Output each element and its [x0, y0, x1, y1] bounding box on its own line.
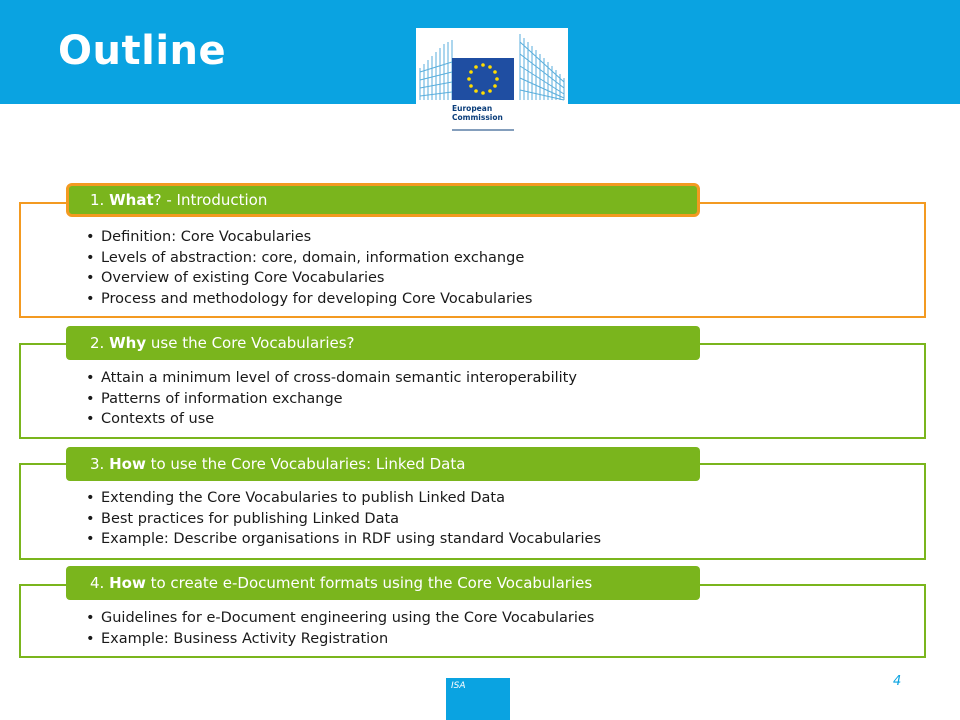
section-title-rest: ? - Introduction [153, 191, 268, 209]
section-title-rest: to create e-Document formats using the Core Vocabularies [145, 574, 593, 592]
list-item: • Patterns of information exchange [86, 389, 577, 410]
list-item: • Overview of existing Core Vocabularies [86, 268, 532, 289]
section-number: 4. [90, 574, 105, 592]
section-keyword: How [109, 455, 146, 473]
european-commission-logo [416, 28, 568, 138]
section-keyword: Why [109, 334, 147, 352]
list-item: • Guidelines for e-Document engineering using the Core Vocabularies [86, 608, 594, 629]
bullet-list [86, 368, 577, 430]
section-header [66, 183, 700, 217]
list-item: • Example: Business Activity Registration [86, 629, 594, 650]
bullet-list [86, 227, 532, 309]
list-item: • Levels of abstraction: core, domain, information exchange [86, 248, 532, 269]
section-number: 3. [90, 455, 105, 473]
list-item: • Best practices for publishing Linked Data [86, 509, 601, 530]
isa-footer-logo [446, 678, 510, 720]
section-keyword: How [109, 574, 146, 592]
section-keyword: What [109, 191, 154, 209]
logo-line-2: Commission [452, 113, 503, 122]
section-number: 2. [90, 334, 105, 352]
page-number: 4 [893, 674, 902, 689]
section-header [66, 447, 700, 481]
section-title-rest: use the Core Vocabularies? [146, 334, 355, 352]
list-item: • Example: Describe organisations in RDF using standard Vocabularies [86, 529, 601, 550]
logo-line-1: European [452, 104, 493, 113]
list-item: • Contexts of use [86, 409, 577, 430]
list-item: • Extending the Core Vocabularies to publish Linked Data [86, 488, 601, 509]
section-title-rest: to use the Core Vocabularies: Linked Data [145, 455, 466, 473]
footer-label: ISA [451, 681, 466, 691]
bullet-list [86, 488, 601, 550]
section-header [66, 326, 700, 360]
list-item: • Attain a minimum level of cross-domain semantic interoperability [86, 368, 577, 389]
section-header [66, 566, 700, 600]
logo-caption [452, 104, 503, 122]
section-number: 1. [90, 191, 105, 209]
bullet-list [86, 608, 594, 649]
list-item: • Process and methodology for developing Core Vocabularies [86, 289, 532, 310]
list-item: • Definition: Core Vocabularies [86, 227, 532, 248]
slide-title: Outline [58, 28, 227, 74]
